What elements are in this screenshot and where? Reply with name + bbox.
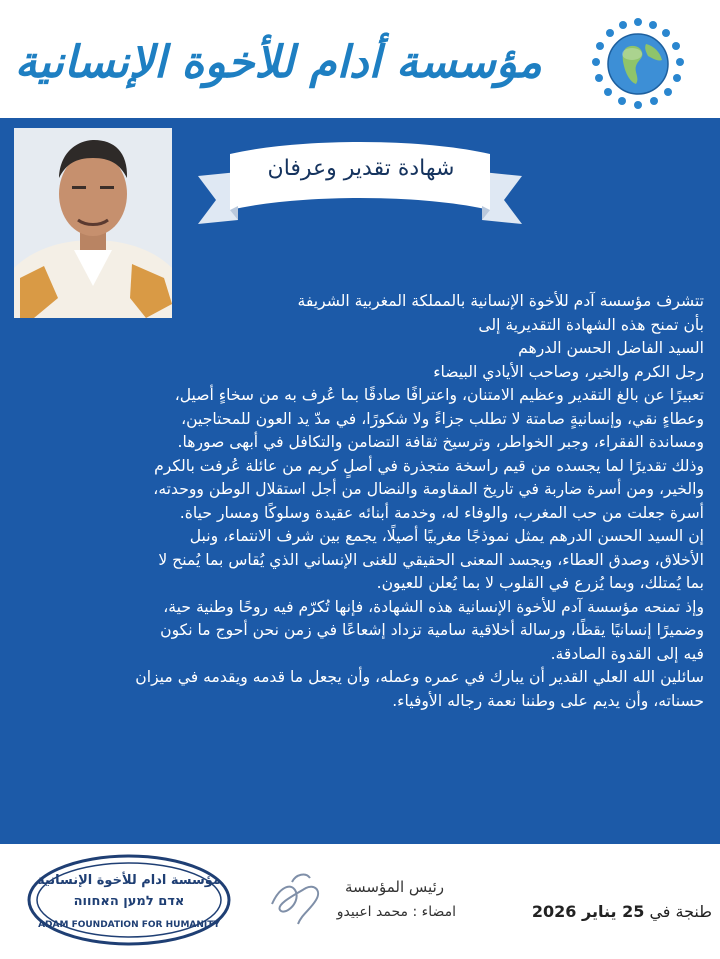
stamp-hebrew-text: אדם למען האחווה [73, 894, 185, 909]
body-line: حسناته، وأن يديم على وطننا نعمة رجاله الأوفياء. [392, 691, 704, 710]
certificate-body [24, 290, 704, 810]
header [0, 0, 720, 118]
body-line: تتشرف مؤسسة آدم للأخوة الإنسانية بالمملكة المغربية الشريفة [297, 292, 704, 310]
footer [0, 844, 720, 959]
stamp-arabic-text: مؤسسة ادام للأخوة الإنسانية [37, 873, 221, 888]
foundation-title: مؤسسة أدام للأخوة الإنسانية [14, 37, 542, 88]
certificate-title: شهادة تقدير وعرفان [267, 156, 455, 181]
signatory-title: رئيس المؤسسة [345, 878, 444, 896]
body-line: سائلين الله العلي القدير أن يبارك في عمره وعمله، وأن يجعل ما قدمه ويقدمه في ميزان [135, 668, 704, 686]
date-line [460, 902, 712, 926]
globe-logo-icon [588, 14, 688, 114]
body-line: تعبيرًا عن بالغ التقدير وعظيم الامتنان، واعترافًا صادقًا بما عُرف به من سخاءٍ أصيل، [174, 386, 704, 404]
body-line: السيد الفاضل الحسن الدرهم [518, 339, 704, 357]
date-prefix: طنجة في [649, 902, 712, 921]
body-line: ومساندة الفقراء، وجبر الخواطر، وترسيخ ثقافة التضامن والتكافل في أبهى صورها. [177, 433, 704, 451]
date-value: 25 يناير 2026 [531, 902, 645, 921]
body-line: والخير، ومن أسرة ضاربة في تاريخ المقاومة والنضال من أجل استقلال الوطن ووحدته، [153, 480, 704, 498]
body-line: وذلك تقديرًا لما يجسده من قيم راسخة متجذرة في أصلٍ كريم من عائلة عُرفت بالكرم [154, 456, 704, 475]
body-line: وعطاءٍ نقي، وإنسانيةٍ صامتة لا تطلب جزاءً ولا شكورًا، في مدّ يد العون للمحتاجين، [181, 409, 704, 428]
foundation-stamp [24, 850, 234, 950]
body-line: وضميرًا إنسانيًا يقظًا، ورسالة أخلاقية سامية تزداد إشعاعًا في زمن نحن أحوج ما نكون [160, 621, 704, 639]
body-line: بما يُمتلك، وبما يُزرع في القلوب لا بما يُعلن للعيون. [376, 574, 704, 592]
signatory-name: امضاء : محمد اعبيدو [336, 904, 456, 920]
body-line: بأن تمنح هذه الشهادة التقديرية إلى [478, 315, 704, 334]
certificate-panel [0, 118, 720, 844]
body-line: الأخلاق، وصدق العطاء، ويجسد المعنى الحقيقي للغنى الإنساني الذي يُقاس بما يُمنح لا [158, 550, 704, 569]
body-line: رجل الكرم والخير، وصاحب الأيادي البيضاء [433, 362, 704, 381]
body-line: وإذ تمنحه مؤسسة آدم للأخوة الإنسانية هذه الشهادة، فإنها تُكرّم فيه روحًا وطنية حية، [163, 597, 704, 616]
body-line: فيه إلى القدوة الصادقة. [550, 644, 704, 663]
body-line: إن السيد الحسن الدرهم يمثل نموذجًا مغربيًا أصيلًا، يجمع بين شرف الانتماء، ونبل [189, 527, 704, 545]
body-line: أسرة جعلت من حب المغرب، والوفاء له، وخدمة أبنائه عقيدة وسلوكًا ومسار حياة. [179, 503, 704, 522]
ribbon-banner [190, 132, 530, 244]
stamp-english-text: ADAM FOUNDATION FOR HUMANITY [38, 920, 220, 930]
